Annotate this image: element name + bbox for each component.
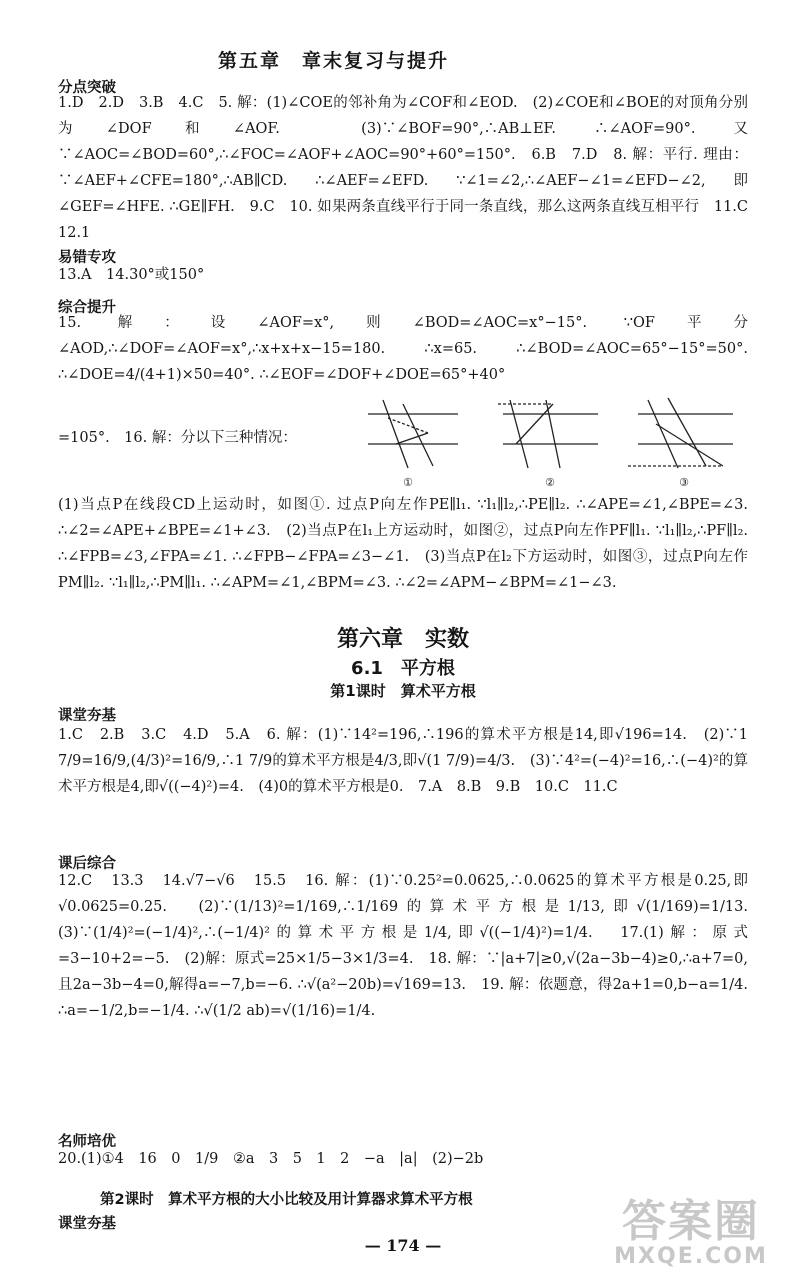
watermark-logo: 答案圈 xyxy=(622,1196,760,1247)
watermark-url: MXQE.COM xyxy=(614,1244,768,1269)
section-heading: 分点突破 xyxy=(58,80,116,96)
answer-text: 20.(1)①4 16 0 1/9 ②a 3 5 1 2 −a |a| (2)−2b xyxy=(58,1151,484,1167)
chapter-title: 第五章 章末复习与提升 xyxy=(218,50,450,72)
answer-text: 15. 解：设∠AOF=x°,则∠BOD=∠AOC=x°−15°. ∵OF平分∠AOD,∴∠DOF=∠AOF=x°,∴x+x+x−15=180. ∴x=65. ∴∠BOD=∠AOC=65°−15°=50°. ∴∠DOE=4/(4+1)×50=40°. ∴∠EOF=∠DOF+∠DOE=65°+40° xyxy=(58,315,748,383)
answer-paragraph xyxy=(58,868,763,1024)
answer-paragraph xyxy=(58,90,763,280)
section-heading: 名师培优 xyxy=(58,1134,116,1150)
figure-strip xyxy=(328,388,748,490)
answer-text: =105°. 16. 解：分以下三种情况： xyxy=(58,430,297,446)
lesson-title: 第1课时 算术平方根 xyxy=(330,682,476,700)
section-title: 6.1 平方根 xyxy=(351,658,455,679)
lesson-title: 第2课时 算术平方根的大小比较及用计算器求算术平方根 xyxy=(100,1192,473,1208)
answer-text: 1.D 2.D 3.B 4.C 5. 解：(1)∠COE的邻补角为∠COF和∠EOD. (2)∠COE和∠BOE的对顶角分别为∠DOF和∠AOF. (3)∵∠BOF=90°,∴AB⊥EF. ∴∠AOF=90°. 又∵∠AOC=∠BOD=60°,∴∠FOC=∠AOF+∠AOC=90°+60°=150°. 6.B 7.D 8. 解：平行. 理由：∵∠AEF+∠CFE=180°,∴AB∥CD. ∴∠AEF=∠EFD. ∵∠1=∠2,∴∠AEF−∠1=∠EFD−∠2, 即∠GEF=∠HFE. ∴GE∥FH. 9.C 10. 如果两条直线平行于同一条直线，那么这两条直线互相平行 11.C 12.1 xyxy=(58,95,763,241)
section-heading: 课堂夯基 xyxy=(58,708,116,724)
answer-paragraph xyxy=(58,492,748,596)
answer-paragraph xyxy=(58,262,748,288)
figure-2 xyxy=(498,400,598,468)
chapter6-title: 第六章 实数 xyxy=(336,627,469,652)
answer-text: 12.C 13.3 14.√7−√6 15.5 16. 解：(1)∵0.25²=0.0625,∴0.0625的算术平方根是0.25,即√0.0625=0.25. (2)∵(1/13)²=1/169,∴1/169的算术平方根是1/13,即√(1/169)=1/13. (3)∵(1/4)²=(−1/4)²,∴(−1/4)²的算术平方根是1/4,即√((−1/4)²)=1/4. 17.(1)解：原式=3−10+2=−5. (2)解：原式=25×1/5−3×1/3=4. 18. 解：∵|a+7|≥0,√(2a−3b−4)≥0,∴a+7=0,且2a−3b−4=0,解得a=−7,b=−6. ∴√(a²−20b)=√169=13. 19. 解：依题意，得2a+1=0,b−a=1/4. ∴a=−1/2,b=−1/4. ∴√(1/2 ab)=√(1/16)=1/4. xyxy=(58,873,763,1019)
answer-paragraph xyxy=(58,310,748,388)
answer-text: 13.A 14.30°或150° xyxy=(58,267,205,283)
watermark xyxy=(596,1196,786,1276)
section-heading: 课堂夯基 xyxy=(58,1216,116,1232)
figure-3 xyxy=(628,398,733,468)
answer-text: (1)当点P在线段CD上运动时，如图①. 过点P向左作PE∥l₁. ∵l₁∥l₂,∴PE∥l₂. ∴∠APE=∠1,∠BPE=∠3. ∴∠2=∠APE+∠BPE=∠1+∠3. (2)当点P在l₁上方运动时，如图②，过点P向左作PF∥l₁. ∵l₁∥l₂,∴PF∥l₂. ∴∠FPB=∠3,∠FPA=∠1. ∴∠FPB−∠FPA=∠3−∠1. (3)当点P在l₂下方运动时，如图③，过点P向左作PM∥l₂. ∵l₁∥l₂,∴PM∥l₁. ∴∠APM=∠1,∠BPM=∠3. ∴∠2=∠APM−∠BPM=∠1−∠3. xyxy=(58,497,748,591)
geometry-figures xyxy=(58,388,748,490)
figure-label: ② xyxy=(545,476,555,489)
section-heading: 易错专攻 xyxy=(58,250,116,266)
figure-label: ① xyxy=(403,476,413,489)
answer-paragraph xyxy=(58,722,748,800)
figure-1 xyxy=(368,400,458,468)
answer-paragraph xyxy=(58,1146,748,1172)
page-number: — 174 — xyxy=(364,1236,442,1255)
section-heading: 综合提升 xyxy=(58,300,116,316)
figure-label: ③ xyxy=(679,476,689,489)
section-heading: 课后综合 xyxy=(58,856,116,872)
answer-text: 1.C 2.B 3.C 4.D 5.A 6. 解：(1)∵14²=196,∴196的算术平方根是14,即√196=14. (2)∵1 7/9=16/9,(4/3)²=16/9,∴1 7/9的算术平方根是4/3,即√(1 7/9)=4/3. (3)∵4²=(−4)²=16,∴(−4)²的算术平方根是4,即√((−4)²)=4. (4)0的算术平方根是0. 7.A 8.B 9.B 10.C 11.C xyxy=(58,727,748,795)
